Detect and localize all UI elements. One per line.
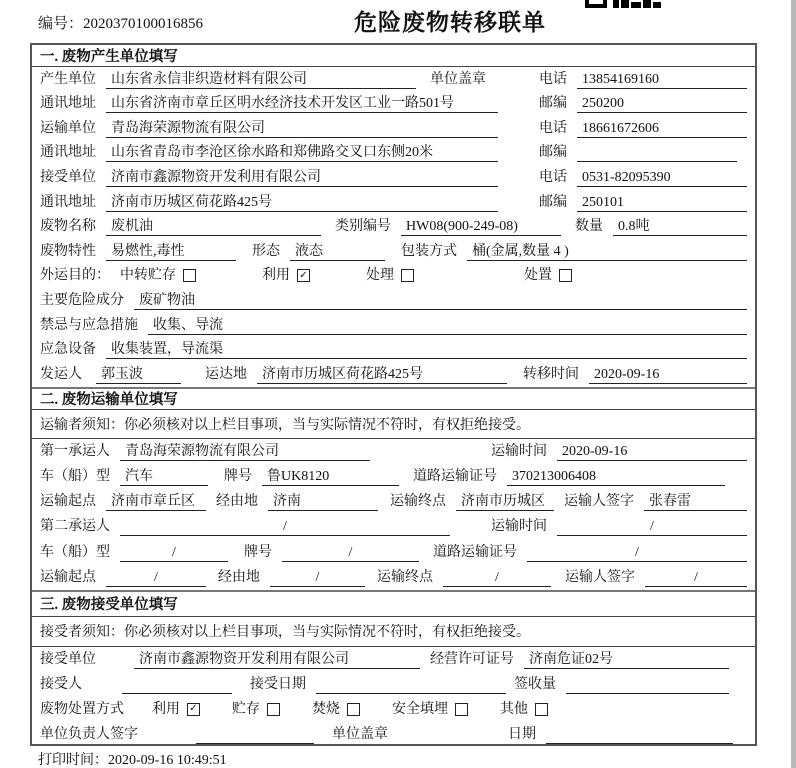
acceptor-label: 接受人 xyxy=(40,676,82,692)
row-waste-character xyxy=(32,239,755,264)
purpose-option-treat xyxy=(366,266,414,285)
form-value: 液态 xyxy=(290,242,385,261)
terminus-label: 运输终点 xyxy=(377,569,433,585)
checkbox-icon xyxy=(559,269,572,282)
form-title: 危险废物转移联单 xyxy=(354,10,546,35)
option-label: 中转贮存 xyxy=(120,268,176,284)
second-carrier-value: / xyxy=(120,517,450,536)
transporter-value: 青岛海荣源物流有限公司 xyxy=(106,119,498,138)
date-label: 日期 xyxy=(508,726,536,742)
vehicle1-value: 汽车 xyxy=(120,467,208,486)
transporter-notice: 运输者须知：你必须核对以上栏目事项，当与实际情况不符时，有权拒绝接受。 xyxy=(32,410,755,439)
checkbox-icon xyxy=(401,269,414,282)
packing-value: 桶(金属,数量 4 ) xyxy=(467,242,747,261)
waste-name-value: 废机油 xyxy=(106,217,321,236)
disposal-option-utilize xyxy=(152,700,200,719)
origin1-value: 济南市章丘区 xyxy=(106,492,206,511)
row-vehicle1 xyxy=(32,464,755,489)
via2-value: / xyxy=(270,568,365,587)
packing-label: 包装方式 xyxy=(401,243,457,259)
first-carrier-value: 青岛海荣源物流有限公司 xyxy=(120,442,370,461)
quantity-label: 数量 xyxy=(575,219,603,235)
category-value: HW08(900-249-08) xyxy=(401,217,561,236)
disposal-option-other xyxy=(500,700,548,719)
purpose-option-transfer-storage xyxy=(120,266,196,285)
carrier-sign1-value: 张春雷 xyxy=(644,492,747,511)
row-emergency-equipment xyxy=(32,338,755,363)
via-label: 经由地 xyxy=(218,569,260,585)
form-label: 形态 xyxy=(252,243,280,259)
head-sign-value xyxy=(196,725,314,744)
print-time-label: 打印时间： xyxy=(38,753,108,768)
amount-value xyxy=(566,675,729,694)
disposal-option-storage xyxy=(232,700,280,719)
consignor-label: 发运人 xyxy=(40,366,82,382)
character-label: 废物特性 xyxy=(40,243,96,259)
row-producer xyxy=(32,67,755,92)
row-transporter-address xyxy=(32,141,755,166)
checkbox-icon xyxy=(455,703,468,716)
receiver-address-value: 济南市历城区荷花路425号 xyxy=(106,193,498,212)
origin-label: 运输起点 xyxy=(40,569,96,585)
receiver-value: 济南市鑫源物资开发利用有限公司 xyxy=(106,168,498,187)
receiver-notice: 接受者须知：你必须核对以上栏目事项，当与实际情况不符时，有权拒绝接受。 xyxy=(32,617,755,647)
destination-label: 运达地 xyxy=(205,366,247,382)
address-label: 通讯地址 xyxy=(40,145,96,161)
row-waste-name xyxy=(32,215,755,240)
road-license2-value: / xyxy=(527,543,747,562)
waste-name-label: 废物名称 xyxy=(40,219,96,235)
category-label: 类别编号 xyxy=(335,219,391,235)
option-label: 处置 xyxy=(524,268,552,284)
hazard-label: 主要危险成分 xyxy=(40,292,124,308)
postcode-label: 邮编 xyxy=(539,96,567,112)
plate-label: 牌号 xyxy=(224,469,252,485)
transport-time-label: 运输时间 xyxy=(491,443,547,459)
vehicle-type-label: 车（船）型 xyxy=(40,544,110,560)
equipment-label: 应急设备 xyxy=(40,342,96,358)
serial-number: 2020370100016856 xyxy=(83,16,204,32)
producer-label: 产生单位 xyxy=(40,71,96,87)
option-label: 利用 xyxy=(152,701,180,717)
transport-time2-value: / xyxy=(557,517,747,536)
accepting-unit-value: 济南市鑫源物资开发利用有限公司 xyxy=(134,650,420,669)
postcode-label: 邮编 xyxy=(539,194,567,210)
transporter-label: 运输单位 xyxy=(40,120,96,136)
transport-time-label: 运输时间 xyxy=(491,519,547,535)
checkbox-icon xyxy=(267,703,280,716)
accepting-unit-label: 接受单位 xyxy=(40,651,96,667)
section2-header: 二. 废物运输单位填写 xyxy=(32,387,755,410)
transfer-time-label: 转移时间 xyxy=(523,366,579,382)
serial-label: 编号： xyxy=(38,16,84,32)
permit-value: 济南危证02号 xyxy=(524,650,729,669)
plate2-value: / xyxy=(282,543,419,562)
head-sign-label: 单位负责人签字 xyxy=(40,726,138,742)
row-disposal-method xyxy=(32,697,755,722)
acceptor-value xyxy=(122,675,232,694)
option-label: 其他 xyxy=(500,701,528,717)
receiver-label: 接受单位 xyxy=(40,169,96,185)
receiver-phone-value: 0531-82095390 xyxy=(577,168,747,187)
section3-header: 三. 废物接受单位填写 xyxy=(32,590,755,617)
print-time-value: 2020-09-16 10:49:51 xyxy=(108,753,227,768)
row-hazard-component xyxy=(32,288,755,313)
terminus2-value: / xyxy=(443,568,551,587)
producer-postcode-value: 250200 xyxy=(577,94,747,113)
quantity-value: 0.8吨 xyxy=(613,217,747,236)
serial-number-line xyxy=(38,12,203,33)
disposal-option-landfill xyxy=(392,700,468,719)
receiver-postcode-value: 250101 xyxy=(577,193,747,212)
row-consignor xyxy=(32,362,755,387)
page-edge-scrollbar[interactable] xyxy=(791,0,796,768)
option-label: 焚烧 xyxy=(312,701,340,717)
taboo-value: 收集、导流 xyxy=(148,316,747,335)
carrier-sign2-value: / xyxy=(645,568,747,587)
transporter-postcode-value xyxy=(577,143,737,162)
row-accepting-unit xyxy=(32,647,755,672)
row-acceptor xyxy=(32,672,755,697)
equipment-value: 收集装置，导流渠 xyxy=(106,340,747,359)
row-head-signature xyxy=(32,722,755,747)
checkbox-checked-icon: ✓ xyxy=(297,269,310,282)
transporter-phone-value: 18661672606 xyxy=(577,119,747,138)
road-license-label: 道路运输证号 xyxy=(433,544,517,560)
date-value xyxy=(546,725,733,744)
checkbox-icon xyxy=(347,703,360,716)
print-time-line xyxy=(38,749,227,768)
row-transporter xyxy=(32,116,755,141)
producer-address-value: 山东省济南市章丘区明水经济技术开发区工业一路501号 xyxy=(106,94,498,113)
option-label: 处理 xyxy=(366,268,394,284)
vehicle-type-label: 车（船）型 xyxy=(40,469,110,485)
taboo-label: 禁忌与应急措施 xyxy=(40,317,138,333)
row-route1 xyxy=(32,489,755,514)
row-receiver-address xyxy=(32,190,755,215)
consignor-value: 郭玉波 xyxy=(96,365,181,384)
transfer-form-table xyxy=(30,43,757,746)
carrier-sign-label: 运输人签字 xyxy=(565,569,635,585)
purpose-label: 外运目的： xyxy=(40,268,110,284)
road-license-label: 道路运输证号 xyxy=(413,469,497,485)
checkbox-icon xyxy=(183,269,196,282)
origin2-value: / xyxy=(106,568,206,587)
row-route2 xyxy=(32,565,755,590)
transport-time1-value: 2020-09-16 xyxy=(557,442,747,461)
option-label: 贮存 xyxy=(232,701,260,717)
accept-date-value xyxy=(316,675,506,694)
origin-label: 运输起点 xyxy=(40,494,96,510)
row-vehicle2 xyxy=(32,539,755,564)
hazard-value: 废矿物油 xyxy=(134,291,747,310)
disposal-option-incinerate xyxy=(312,700,360,719)
road-license1-value: 370213006408 xyxy=(507,467,725,486)
section1-header: 一. 废物产生单位填写 xyxy=(32,45,755,67)
terminus1-value: 济南市历城区 xyxy=(456,492,554,511)
producer-phone-value: 13854169160 xyxy=(577,70,747,89)
address-label: 通讯地址 xyxy=(40,194,96,210)
second-carrier-label: 第二承运人 xyxy=(40,519,110,535)
purpose-option-dispose xyxy=(524,266,572,285)
row-purpose xyxy=(32,264,755,289)
postcode-label: 邮编 xyxy=(539,145,567,161)
phone-label: 电话 xyxy=(539,120,567,136)
phone-label: 电话 xyxy=(539,71,567,87)
unit-seal-label: 单位盖章 xyxy=(430,71,486,87)
checkbox-icon xyxy=(535,703,548,716)
via-label: 经由地 xyxy=(216,494,258,510)
via1-value: 济南 xyxy=(268,492,378,511)
row-receiver xyxy=(32,165,755,190)
checkbox-checked-icon: ✓ xyxy=(187,703,200,716)
disposal-method-label: 废物处置方式 xyxy=(40,701,124,717)
vehicle2-value: / xyxy=(120,543,228,562)
row-first-carrier xyxy=(32,439,755,464)
carrier-sign-label: 运输人签字 xyxy=(564,494,634,510)
row-second-carrier xyxy=(32,514,755,539)
terminus-label: 运输终点 xyxy=(390,494,446,510)
row-taboo-measures xyxy=(32,313,755,338)
character-value: 易燃性,毒性 xyxy=(106,242,236,261)
row-producer-address xyxy=(32,92,755,117)
transporter-address-value: 山东省青岛市李沧区徐水路和郑佛路交叉口东侧20米 xyxy=(106,143,498,162)
first-carrier-label: 第一承运人 xyxy=(40,443,110,459)
plate1-value: 鲁UK8120 xyxy=(262,467,399,486)
purpose-option-utilize xyxy=(262,266,310,285)
option-label: 利用 xyxy=(262,268,290,284)
permit-label: 经营许可证号 xyxy=(430,651,514,667)
phone-label: 电话 xyxy=(539,169,567,185)
option-label: 安全填埋 xyxy=(392,701,448,717)
unit-seal-label: 单位盖章 xyxy=(332,726,388,742)
amount-label: 签收量 xyxy=(514,676,556,692)
transfer-time-value: 2020-09-16 xyxy=(589,365,747,384)
address-label: 通讯地址 xyxy=(40,96,96,112)
accept-date-label: 接受日期 xyxy=(250,676,306,692)
producer-value: 山东省永信非织造材料有限公司 xyxy=(106,70,416,89)
destination-value: 济南市历城区荷花路425号 xyxy=(257,365,507,384)
plate-label: 牌号 xyxy=(244,544,272,560)
